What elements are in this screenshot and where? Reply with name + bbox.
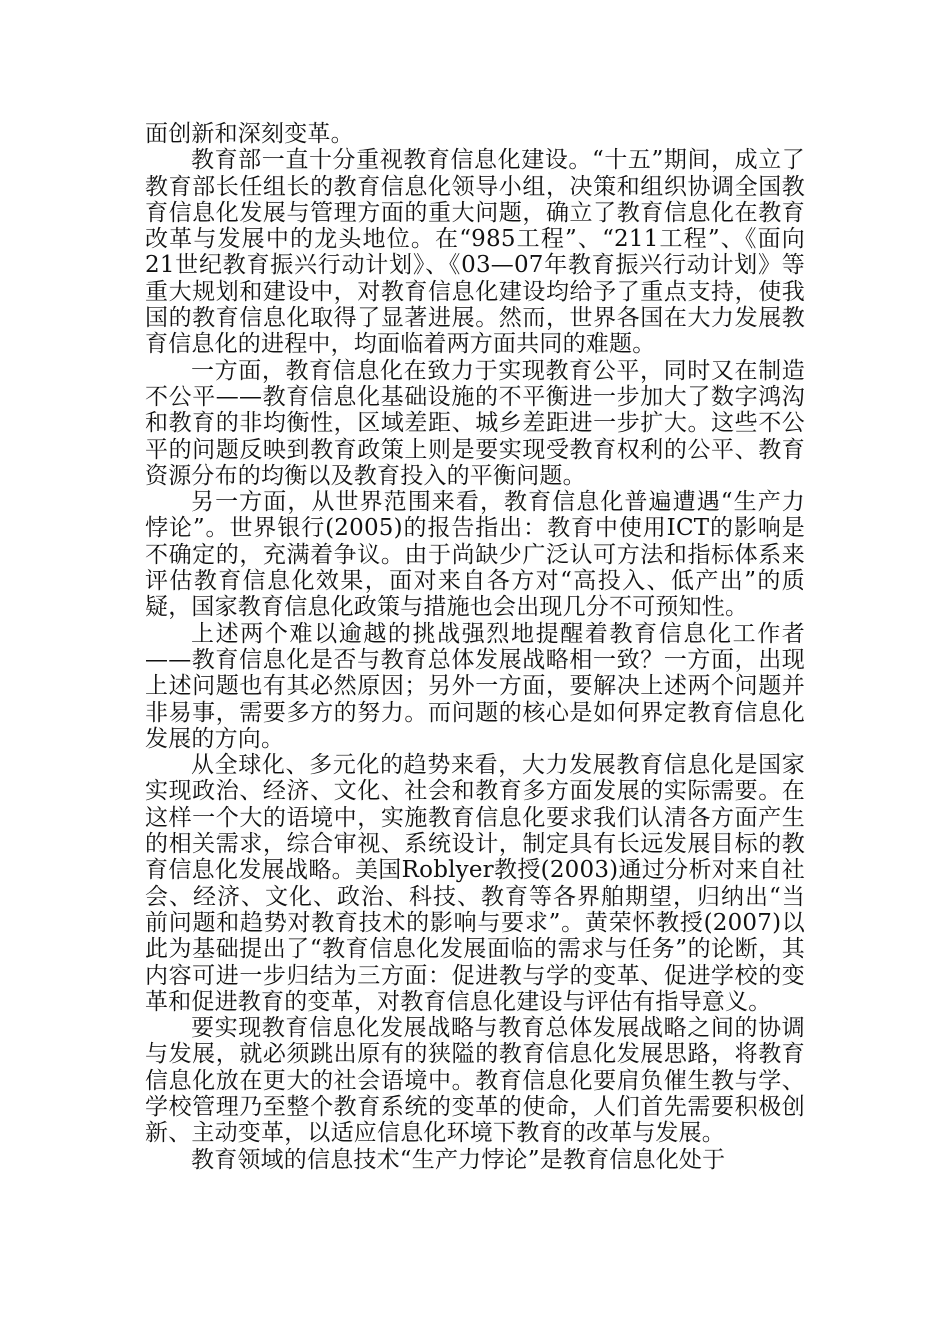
paragraph-equity-problem: 一方面，教育信息化在致力于实现教育公平，同时又在制造不公平——教育信息化基础设施的不平衡进一步加大了数字鸿沟和教育的非均衡性，区域差距、城乡差距进一步扩大。这些不公平的问题反映到教育政策上则是要实现受教育权利的公平、教育资源分布的均衡以及教育投入的平衡问题。 bbox=[145, 357, 805, 489]
paragraph-productivity-paradox: 另一方面，从世界范围来看，教育信息化普遍遭遇“生产力悖论”。世界银行(2005)的报告指出：教育中使用ICT的影响是不确定的，充满着争议。由于尚缺少广泛认可方法和指标体系来评估教育信息化效果，面对来自各方对“高投入、低产出”的质疑，国家教育信息化政策与措施也会出现几分不可预知性。 bbox=[145, 489, 805, 621]
paragraph-continuation: 面创新和深刻变革。 bbox=[145, 121, 354, 147]
paragraph-ministry-emphasis: 教育部一直十分重视教育信息化建设。“十五”期间，成立了教育部长任组长的教育信息化领导小组，决策和组织协调全国教育信息化发展与管理方面的重大问题，确立了教育信息化在教育改革与发展中的龙头地位。在“985工程”、“211工程”、《面向21世纪教育振兴行动计划》、《03—07年教育振兴行动计划》等重大规划和建设中，对教育信息化建设均给予了重点支持，使我国的教育信息化取得了显著进展。然而，世界各国在大力发展教育信息化的进程中，均面临着两方面共同的难题。 bbox=[145, 147, 805, 358]
paragraph-globalization-strategy: 从全球化、多元化的趋势来看，大力发展教育信息化是国家实现政治、经济、文化、社会和教育多方面发展的实际需要。在这样一个大的语境中，实施教育信息化要求我们认清各方面产生的相关需求，综合审视、系统设计，制定具有长远发展目标的教育信息化发展战略。美国Roblyer教授(2003)通过分析对来自社会、经济、文化、政治、科技、教育等各界舶期望，归纳出“当前问题和趋势对教育技术的影响与要求”。黄荣怀教授(2007)以此为基础提出了“教育信息化发展面临的需求与任务”的论断，其内容可进一步归结为三方面：促进教与学的变革、促进学校的变革和促进教育的变革，对教育信息化建设与评估有指导意义。 bbox=[145, 752, 805, 1015]
paragraph-closing-fragment: 教育领域的信息技术“生产力悖论”是教育信息化处于 bbox=[191, 1146, 726, 1173]
document-body bbox=[145, 121, 805, 1173]
paragraph-challenges: 上述两个难以逾越的挑战强烈地提醒着教育信息化工作者——教育信息化是否与教育总体发展战略相一致？一方面，出现上述问题也有其必然原因；另外一方面，要解决上述两个问题并非易事，需要多方的努力。而问题的核心是如何界定教育信息化发展的方向。 bbox=[145, 620, 805, 752]
paragraph-coordination: 要实现教育信息化发展战略与教育总体发展战略之间的协调与发展，就必须跳出原有的狭隘的教育信息化发展思路，将教育信息化放在更大的社会语境中。教育信息化要肩负催生教与学、学校管理乃至整个教育系统的变革的使命，人们首先需要积极创新、主动变革，以适应信息化环境下教育的改革与发展。 bbox=[145, 1015, 805, 1147]
